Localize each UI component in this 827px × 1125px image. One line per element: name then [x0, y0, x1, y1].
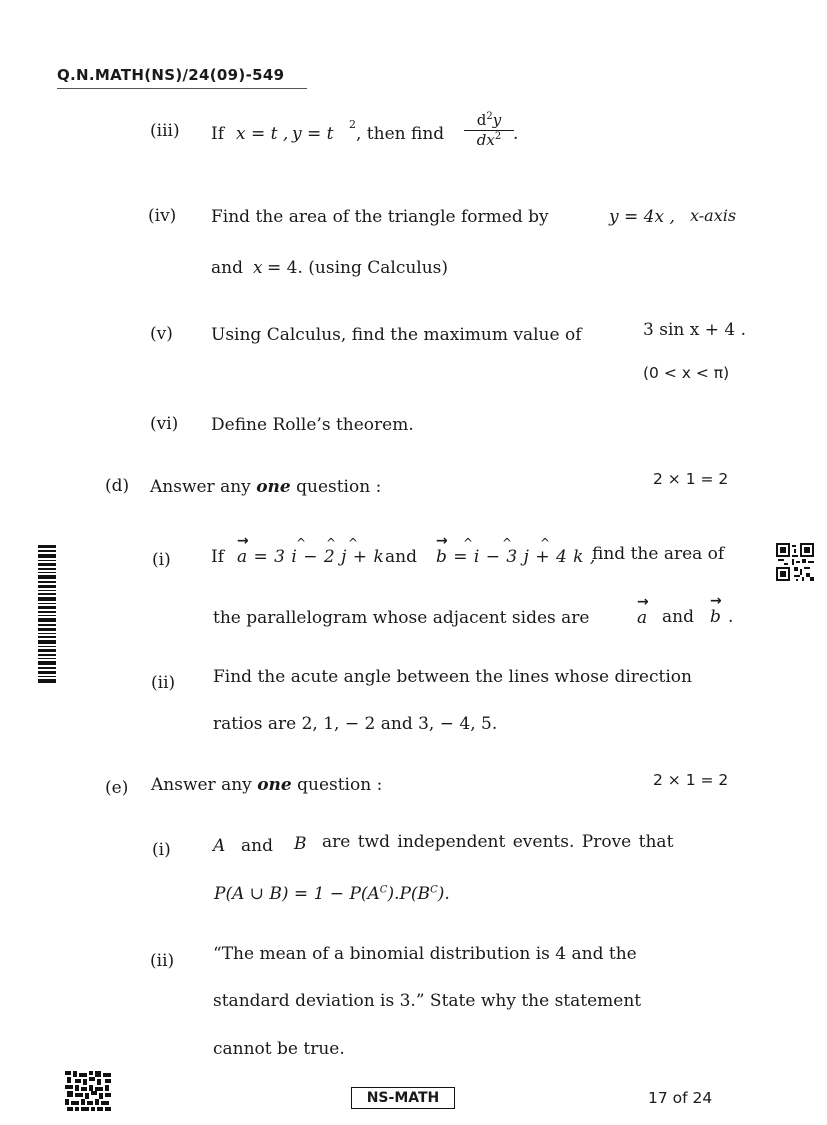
section-e-one: one: [257, 775, 292, 795]
vector-arrow-b2: →: [710, 593, 722, 609]
section-d-suffix: question :: [296, 477, 382, 497]
item-iv-line2-x: x: [253, 258, 263, 278]
item-v-range: (0 < x < π): [643, 364, 730, 382]
d-q1-dot: .: [728, 607, 734, 627]
e-q1-formula-part3: ).: [437, 884, 450, 904]
vector-arrow-a2: →: [637, 594, 649, 610]
frac-den-sup: 2: [494, 131, 502, 142]
d-q1-and: and: [385, 547, 417, 567]
item-iii-then-find: , then find: [356, 124, 445, 144]
hat-j-b: ^: [502, 536, 513, 550]
item-iv-eq: y = 4x ,: [609, 207, 675, 227]
d-q1-tail: find the area of: [592, 544, 725, 564]
e-q2-line1: “The mean of a binomial distribution is 4 and the: [213, 944, 637, 964]
item-iv-label: (iv): [148, 206, 177, 226]
header-underline: [57, 88, 307, 89]
section-e-suffix: question :: [297, 775, 383, 795]
d-q1-a: a: [637, 608, 648, 628]
page-number: 17 of 24: [648, 1089, 713, 1107]
d-q2-line1: Find the acute angle between the lines whose direction: [213, 667, 692, 687]
section-e-prefix: Answer any: [151, 775, 252, 795]
frac-num-d: d: [476, 111, 487, 129]
section-d-instruction: [150, 477, 381, 497]
frac-num-var: y: [492, 111, 502, 129]
e-q2-line2: standard deviation is 3.” State why the statement: [213, 991, 642, 1011]
d-q1-if: If: [211, 547, 225, 567]
bottom-qr-code-icon: [65, 1071, 111, 1111]
subject-code-box: NS-MATH: [351, 1087, 455, 1109]
d-q1-label: (i): [152, 550, 171, 570]
d-q1-line2: the parallelogram whose adjacent sides are: [213, 608, 590, 628]
e-q1-complement-b: C: [430, 884, 438, 896]
e-q1-A: A: [213, 836, 226, 856]
vector-arrow-b: →: [436, 533, 448, 549]
item-iii-fraction: [464, 111, 514, 149]
item-vi-line1: Define Rolle’s theorem.: [211, 415, 414, 435]
item-iii-if: If: [211, 124, 225, 144]
e-q1-B: B: [294, 834, 307, 854]
d-q2-label: (ii): [151, 673, 176, 693]
item-iii-y-eq: y = t: [292, 124, 334, 144]
item-iii-x-eq: x = t ,: [236, 124, 289, 144]
paper-code: Q.N.MATH(NS)/24(09)-549: [57, 66, 285, 84]
frac-num-sup: 2: [486, 111, 493, 122]
section-e-instruction: [151, 775, 382, 795]
section-d-marks: 2 × 1 = 2: [653, 470, 729, 488]
item-v-line1: Using Calculus, find the maximum value of: [211, 325, 582, 345]
e-q1-and: and: [241, 836, 273, 856]
item-v-label: (v): [150, 324, 173, 344]
item-iii-exp: 2: [349, 118, 356, 131]
item-iii-label: (iii): [150, 121, 180, 141]
section-e-label: (e): [105, 778, 129, 798]
hat-k-b: ^: [540, 536, 551, 550]
d-q1-b-eq: b = i − 3 j + 4 k ,: [436, 547, 596, 567]
item-iv-line1: Find the area of the triangle formed by: [211, 207, 549, 227]
e-q1-complement-a: C: [379, 884, 388, 896]
e-q1-label: (i): [152, 840, 171, 860]
frac-den: dx: [476, 131, 495, 149]
d-q1-b: b: [710, 607, 721, 627]
e-q1-line1: are twd independent events. Prove that: [322, 832, 674, 852]
hat-k: ^: [348, 536, 359, 550]
item-iv-xaxis: x-axis: [690, 206, 737, 225]
section-d-label: (d): [105, 476, 130, 496]
e-q1-formula: [214, 884, 450, 904]
item-vi-label: (vi): [150, 414, 179, 434]
section-d-prefix: Answer any: [150, 477, 251, 497]
hat-i: ^: [296, 536, 307, 550]
d-q1-a-eq: a = 3 i − 2 j + k: [237, 547, 385, 567]
hat-i-b: ^: [463, 536, 474, 550]
e-q1-formula-part1: P(A ∪ B) = 1 − P(A: [214, 884, 380, 904]
item-iv-line2-c: = 4. (using Calculus): [267, 258, 449, 278]
vector-arrow-a: →: [237, 533, 249, 549]
d-q2-line2: ratios are 2, 1, − 2 and 3, − 4, 5.: [213, 714, 498, 734]
barcode-icon: [38, 545, 56, 685]
e-q1-formula-part2: ).P(B: [387, 884, 431, 904]
section-d-one: one: [256, 477, 291, 497]
section-e-marks: 2 × 1 = 2: [653, 771, 729, 789]
item-iv-line2-a: and: [211, 258, 243, 278]
d-q1-and2: and: [662, 607, 694, 627]
e-q2-label: (ii): [150, 951, 175, 971]
hat-j: ^: [326, 536, 337, 550]
item-iii-dot: .: [513, 124, 519, 144]
e-q2-line3: cannot be true.: [213, 1039, 345, 1059]
qr-code-icon: [776, 543, 814, 581]
item-v-expr: 3 sin x + 4 .: [643, 320, 746, 340]
